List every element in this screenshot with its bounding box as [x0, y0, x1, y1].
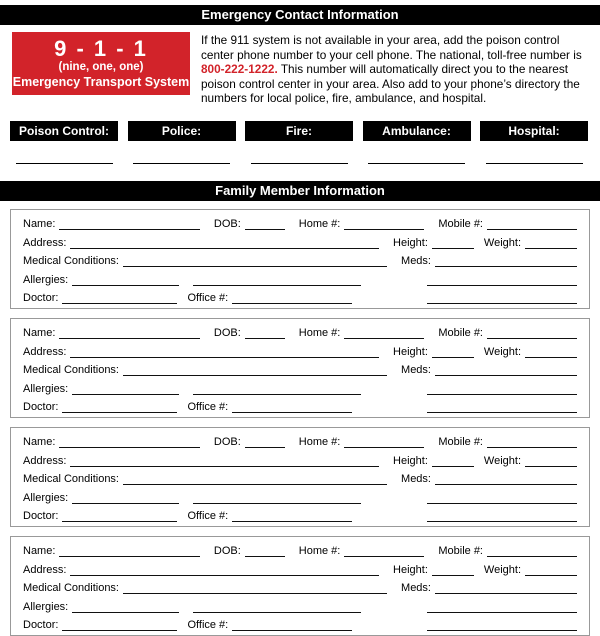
doctor-label: Doctor: [23, 619, 59, 632]
allergies-field[interactable] [72, 602, 179, 613]
top-section [12, 32, 590, 106]
height-label: Height: [393, 236, 428, 249]
doctor-label: Doctor: [23, 292, 59, 305]
medical-conditions-field[interactable] [123, 256, 387, 267]
hospital-blank-line[interactable] [486, 163, 583, 164]
family-member-block [10, 209, 590, 309]
contact-col-fire [245, 121, 353, 164]
page-title: Emergency Contact Information [201, 7, 399, 22]
dob-field[interactable] [245, 328, 285, 339]
medical-conditions-field[interactable] [123, 583, 387, 594]
address-row [23, 235, 577, 249]
meds-continued-field[interactable] [427, 493, 577, 504]
allergies-label: Allergies: [23, 382, 69, 395]
name-field[interactable] [59, 437, 199, 448]
name-label: Name: [23, 544, 56, 557]
name-row [23, 216, 577, 230]
meds-continued-field[interactable] [427, 275, 577, 286]
allergies-field[interactable] [72, 493, 179, 504]
meds-field[interactable] [435, 583, 577, 594]
mobile-phone-label: Mobile #: [438, 326, 483, 339]
mobile-phone-field[interactable] [487, 437, 577, 448]
fire-blank-line[interactable] [251, 163, 348, 164]
instructions-text-before: If the 911 system is not available in your area, add the poison control center phone number to your cell phone. The national, toll-free number is [201, 33, 582, 62]
weight-label: Weight: [483, 345, 521, 358]
address-row [23, 562, 577, 576]
medical-conditions-label: Medical Conditions: [23, 582, 119, 595]
911-subtitle: Emergency Transport System [12, 75, 190, 89]
meds-continued-field-2[interactable] [427, 402, 577, 413]
allergies-row [23, 381, 577, 395]
office-phone-field[interactable] [232, 511, 352, 522]
contact-col-hospital [480, 121, 588, 164]
family-section-title: Family Member Information [215, 182, 385, 198]
address-row [23, 344, 577, 358]
allergies-row [23, 490, 577, 504]
height-label: Height: [393, 345, 428, 358]
name-field[interactable] [59, 328, 199, 339]
allergies-label: Allergies: [23, 600, 69, 613]
medical-conditions-label: Medical Conditions: [23, 473, 119, 486]
ambulance-blank-line[interactable] [368, 163, 465, 164]
allergies-label: Allergies: [23, 491, 69, 504]
family-member-block [10, 427, 590, 527]
office-phone-label: Office #: [187, 619, 229, 632]
dob-label: DOB: [213, 544, 241, 557]
meds-field[interactable] [435, 365, 577, 376]
contact-col-poison-control [10, 121, 118, 164]
mobile-phone-label: Mobile #: [438, 217, 483, 230]
fire-label: Fire: [245, 121, 353, 141]
911-number: 9 - 1 - 1 [54, 36, 148, 61]
poison-control-instructions [201, 32, 590, 106]
home-phone-field[interactable] [344, 219, 424, 230]
mobile-phone-field[interactable] [487, 219, 577, 230]
allergies-continued-field[interactable] [193, 384, 361, 395]
address-label: Address: [23, 563, 67, 576]
emergency-911-box [12, 32, 190, 95]
allergies-field[interactable] [72, 275, 179, 286]
meds-continued-field-2[interactable] [427, 620, 577, 631]
home-phone-field[interactable] [344, 546, 424, 557]
doctor-row [23, 617, 577, 631]
weight-label: Weight: [483, 236, 521, 249]
meds-continued-field[interactable] [427, 602, 577, 613]
address-field[interactable] [70, 347, 379, 358]
medical-conditions-label: Medical Conditions: [23, 364, 119, 377]
office-phone-field[interactable] [232, 402, 352, 413]
address-label: Address: [23, 236, 67, 249]
home-phone-field[interactable] [344, 328, 424, 339]
medical-conditions-field[interactable] [123, 474, 387, 485]
medical-conditions-field[interactable] [123, 365, 387, 376]
meds-field[interactable] [435, 256, 577, 267]
home-phone-field[interactable] [344, 437, 424, 448]
mobile-phone-label: Mobile #: [438, 435, 483, 448]
medical-row [23, 362, 577, 376]
name-row [23, 543, 577, 557]
name-row [23, 325, 577, 339]
doctor-field[interactable] [62, 402, 177, 413]
meds-label: Meds: [401, 582, 431, 595]
poison-control-blank-line[interactable] [16, 163, 113, 164]
allergies-continued-field[interactable] [193, 275, 361, 286]
dob-field[interactable] [245, 546, 285, 557]
family-member-block [10, 318, 590, 418]
address-field[interactable] [70, 238, 379, 249]
home-phone-label: Home #: [298, 435, 341, 448]
home-phone-label: Home #: [298, 217, 341, 230]
doctor-row [23, 508, 577, 522]
family-member-header-bar [0, 181, 600, 201]
dob-label: DOB: [213, 435, 241, 448]
height-label: Height: [393, 454, 428, 467]
height-field[interactable] [432, 347, 474, 358]
doctor-row [23, 290, 577, 304]
meds-continued-field-2[interactable] [427, 293, 577, 304]
allergies-label: Allergies: [23, 273, 69, 286]
weight-field[interactable] [525, 238, 577, 249]
mobile-phone-field[interactable] [487, 546, 577, 557]
weight-field[interactable] [525, 565, 577, 576]
police-blank-line[interactable] [133, 163, 230, 164]
address-label: Address: [23, 345, 67, 358]
office-phone-field[interactable] [232, 293, 352, 304]
dob-label: DOB: [213, 217, 241, 230]
meds-field[interactable] [435, 474, 577, 485]
doctor-label: Doctor: [23, 401, 59, 414]
ambulance-label: Ambulance: [363, 121, 471, 141]
height-label: Height: [393, 563, 428, 576]
office-phone-label: Office #: [187, 401, 229, 414]
911-number-words: (nine, one, one) [58, 61, 144, 73]
medical-conditions-label: Medical Conditions: [23, 255, 119, 268]
allergies-row [23, 272, 577, 286]
name-label: Name: [23, 326, 56, 339]
home-phone-label: Home #: [298, 544, 341, 557]
emergency-contact-header-bar [0, 5, 600, 25]
medical-row [23, 471, 577, 485]
height-field[interactable] [432, 565, 474, 576]
contact-col-police [128, 121, 236, 164]
allergies-field[interactable] [72, 384, 179, 395]
family-blocks [10, 209, 590, 636]
poison-control-phone-number: 800-222-1222. [201, 62, 278, 77]
name-label: Name: [23, 435, 56, 448]
home-phone-label: Home #: [298, 326, 341, 339]
meds-label: Meds: [401, 364, 431, 377]
meds-continued-field-2[interactable] [427, 511, 577, 522]
weight-field[interactable] [525, 456, 577, 467]
doctor-label: Doctor: [23, 510, 59, 523]
allergies-row [23, 599, 577, 613]
office-phone-label: Office #: [187, 292, 229, 305]
address-field[interactable] [70, 456, 379, 467]
doctor-field[interactable] [62, 293, 177, 304]
height-field[interactable] [432, 456, 474, 467]
doctor-row [23, 399, 577, 413]
instructions-text-after: This number will automatically direct you to the nearest poison control center in your area. Also add to your phone’s directory the numbers for local police, fire, ambulance, and hospital. [201, 62, 580, 106]
poison-control-label: Poison Control: [10, 121, 118, 141]
weight-field[interactable] [525, 347, 577, 358]
meds-label: Meds: [401, 255, 431, 268]
name-label: Name: [23, 217, 56, 230]
emergency-contact-form-page [0, 5, 600, 632]
family-member-block [10, 536, 590, 636]
dob-field[interactable] [245, 437, 285, 448]
emergency-contacts-row [10, 121, 588, 164]
office-phone-label: Office #: [187, 510, 229, 523]
medical-row [23, 253, 577, 267]
weight-label: Weight: [483, 454, 521, 467]
meds-label: Meds: [401, 473, 431, 486]
doctor-field[interactable] [62, 511, 177, 522]
dob-label: DOB: [213, 326, 241, 339]
hospital-label: Hospital: [480, 121, 588, 141]
name-row [23, 434, 577, 448]
mobile-phone-field[interactable] [487, 328, 577, 339]
mobile-phone-label: Mobile #: [438, 544, 483, 557]
address-row [23, 453, 577, 467]
office-phone-field[interactable] [232, 620, 352, 631]
police-label: Police: [128, 121, 236, 141]
meds-continued-field[interactable] [427, 384, 577, 395]
medical-row [23, 580, 577, 594]
address-field[interactable] [70, 565, 379, 576]
height-field[interactable] [432, 238, 474, 249]
weight-label: Weight: [483, 563, 521, 576]
contact-col-ambulance [363, 121, 471, 164]
name-field[interactable] [59, 219, 199, 230]
address-label: Address: [23, 454, 67, 467]
doctor-field[interactable] [62, 620, 177, 631]
name-field[interactable] [59, 546, 199, 557]
allergies-continued-field[interactable] [193, 493, 361, 504]
allergies-continued-field[interactable] [193, 602, 361, 613]
dob-field[interactable] [245, 219, 285, 230]
